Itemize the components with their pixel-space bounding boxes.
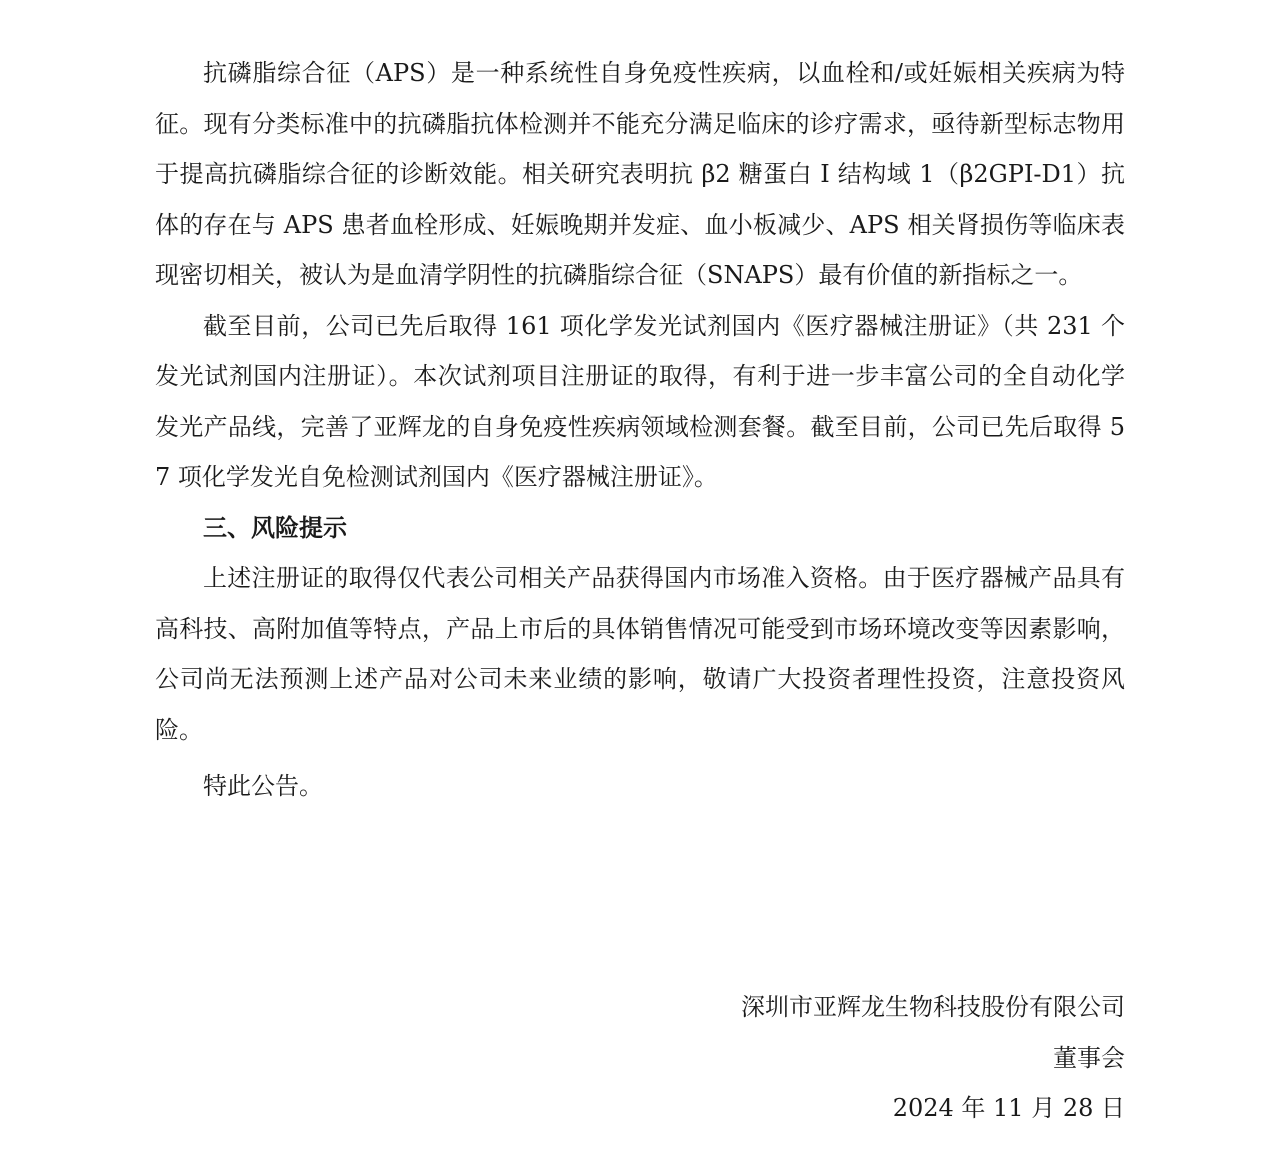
- signature-date: 2024 年 11 月 28 日: [892, 1094, 1125, 1122]
- paragraph-registration-status: 截至目前，公司已先后取得 161 项化学发光试剂国内《医疗器械注册证》（共 231 个发光试剂国内注册证）。本次试剂项目注册证的取得，有利于进一步丰富公司的全自动化学发光产品线，完善了亚辉龙的自身免疫性疾病领域检测套餐。截至目前，公司已先后取得 57 项化学发光自免检测试剂国内《医疗器械注册证》。: [155, 311, 1125, 491]
- signature-board: 董事会: [1053, 1043, 1125, 1072]
- paragraph-risk-notice: 上述注册证的取得仅代表公司相关产品获得国内市场准入资格。由于医疗器械产品具有高科技、高附加值等特点，产品上市后的具体销售情况可能受到市场环境改变等因素影响，公司尚无法预测上述产品对公司未来业绩的影响，敬请广大投资者理性投资，注意投资风险。: [155, 564, 1125, 744]
- closing-statement: 特此公告。: [203, 772, 323, 800]
- paragraph-aps-background: 抗磷脂综合征（APS）是一种系统性自身免疫性疾病，以血栓和/或妊娠相关疾病为特征。现有分类标准中的抗磷脂抗体检测并不能充分满足临床的诊疗需求，亟待新型标志物用于提高抗磷脂综合征的诊断效能。相关研究表明抗 β2 糖蛋白 I 结构域 1（β2GPI-D1）抗体的存在与 APS 患者血栓形成、妊娠晚期并发症、血小板减少、APS 相关肾损伤等临床表现密切相关，被认为是血清学阴性的抗磷脂综合征（SNAPS）最有价值的新指标之一。: [155, 59, 1125, 289]
- document-body: [155, 48, 1125, 812]
- section-heading-risk: 三、风险提示: [203, 513, 347, 542]
- signature-block: [741, 982, 1125, 1134]
- signature-company: 深圳市亚辉龙生物科技股份有限公司: [741, 993, 1125, 1021]
